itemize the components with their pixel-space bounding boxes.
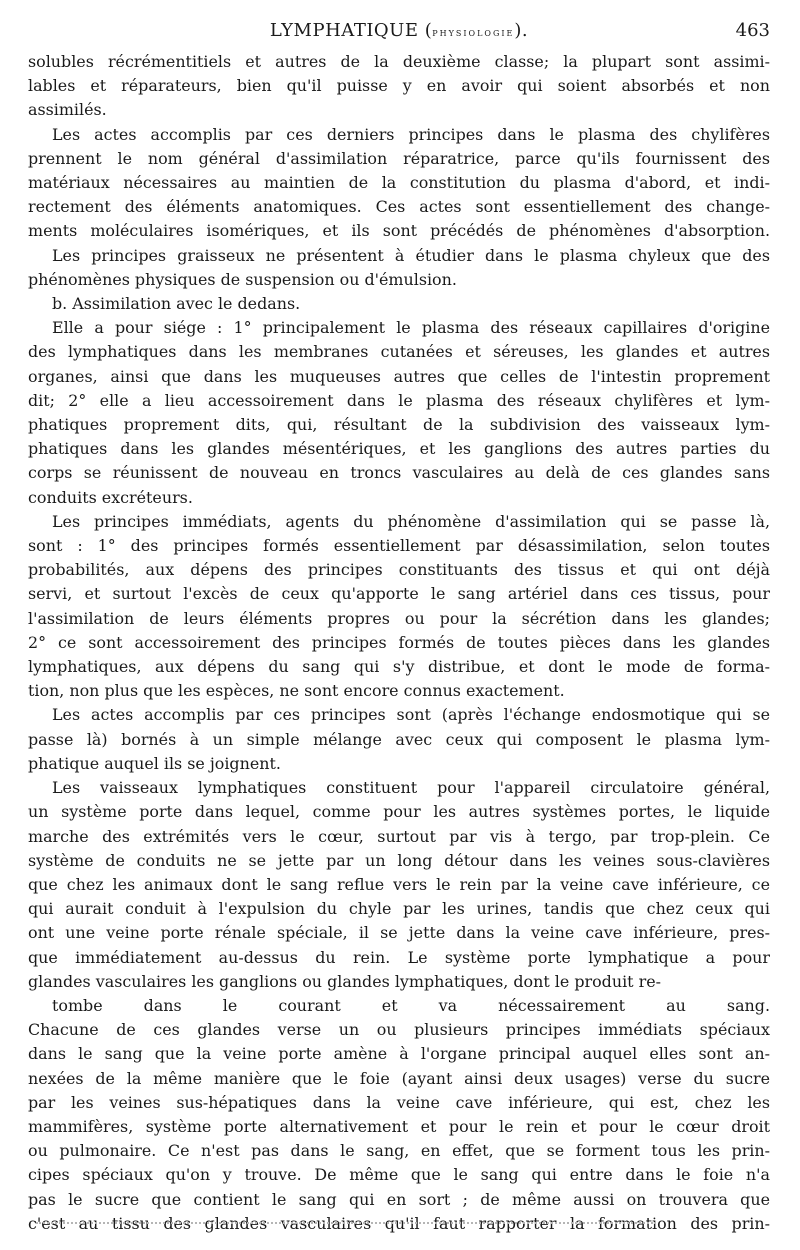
text-line: Les actes accomplis par ces derniers principes dans le plasma des chylifères <box>52 124 770 144</box>
text-line: passe là) bornés à un simple mélange avec ceux qui composent le plasma lym- <box>28 729 770 749</box>
text-line: organes, ainsi que dans les muqueuses autres que celles de l'intestin proprement <box>28 366 770 386</box>
text-line: tion, non plus que les espèces, ne sont encore connus exactement. <box>28 681 565 701</box>
text-line: Elle a pour siége : 1° principalement le plasma des réseaux capillaires d'origine <box>52 318 770 338</box>
text-line: rectement des éléments anatomiques. Ces actes sont essentiellement des change- <box>28 197 770 217</box>
running-title-main: LYMPHATIQUE <box>269 20 419 41</box>
text-line: lables et réparateurs, bien qu'il puisse y en avoir qui soient absorbés et non <box>28 76 770 96</box>
text-line: conduits excréteurs. <box>28 487 193 507</box>
page-number: 463 <box>735 20 770 41</box>
running-title <box>28 20 770 41</box>
text-line: matériaux nécessaires au maintien de la constitution du plasma d'abord, et indi- <box>28 173 770 193</box>
text-line: phatiques dans les glandes mésentériques, et les ganglions des autres parties du <box>28 439 770 459</box>
text-line: l'assimilation de leurs éléments propres ou pour la sécrétion dans les glandes; <box>28 608 770 628</box>
text-line: Chacune de ces glandes verse un ou plusieurs principes immédiats spéciaux <box>28 1020 770 1040</box>
text-line: cipes spéciaux qu'on y trouve. De même que le sang qui entre dans le foie n'a <box>28 1165 770 1185</box>
text-line: ou pulmonaire. Ce n'est pas dans le sang, en effet, que se forment tous les prin- <box>28 1141 770 1161</box>
text-line: phatique auquel ils se joignent. <box>28 753 281 773</box>
text-line: pas le sucre que contient le sang qui en sort ; de même aussi on trouvera que <box>28 1189 770 1209</box>
text-line: que chez les animaux dont le sang reflue vers le rein par la veine cave inférieure, ce <box>28 874 770 894</box>
text-line: tombe dans le courant et va nécessairement au sang. <box>52 995 770 1015</box>
text-line: Les principes immédiats, agents du phénomène d'assimilation qui se passe là, <box>52 511 770 531</box>
page-body <box>28 50 770 1236</box>
text-line: marche des extrémités vers le cœur, surtout par vis à tergo, par trop-plein. Ce <box>28 826 770 846</box>
text-line: probabilités, aux dépens des principes constituants des tissus et qui ont déjà <box>28 560 770 580</box>
text-line: ments moléculaires isomériques, et ils sont précédés de phénomènes d'absorption. <box>28 221 770 241</box>
text-line: des lymphatiques dans les membranes cutanées et séreuses, les glandes et autres <box>28 342 770 362</box>
text-line: c'est au tissu des glandes vasculaires qu'il faut rapporter la formation des prin- <box>28 1213 770 1233</box>
text-line: glandes vasculaires les ganglions ou glandes lymphatiques, dont le produit re- <box>28 971 661 991</box>
text-line: Les principes graisseux ne présentent à étudier dans le plasma chyleux que des <box>52 245 770 265</box>
text-line: sont : 1° des principes formés essentiellement par désassimilation, selon toutes <box>28 536 770 556</box>
text-line: lymphatiques, aux dépens du sang qui s'y distribue, et dont le mode de forma- <box>28 657 770 677</box>
text-line: b. Assimilation avec le dedans. <box>52 294 301 314</box>
text-line: prennent le nom général d'assimilation réparatrice, parce qu'ils fournissent des <box>28 148 770 168</box>
text-line: phénomènes physiques de suspension ou d'émulsion. <box>28 269 457 289</box>
running-title-sub: physiologie <box>432 26 515 39</box>
running-title-paren-open: ( <box>424 20 433 41</box>
text-line: corps se réunissent de nouveau en troncs vasculaires au delà de ces glandes sans <box>28 463 770 483</box>
text-line: dans le sang que la veine porte amène à l'organe principal auquel elles sont an- <box>28 1044 770 1064</box>
text-line: phatiques proprement dits, qui, résultant de la subdivision des vaisseaux lym- <box>28 415 770 435</box>
text-line: par les veines sus-hépatiques dans la veine cave inférieure, qui est, chez les <box>28 1092 770 1112</box>
text-line: qui aurait conduit à l'expulsion du chyle par les urines, tandis que chez ceux qui <box>28 899 770 919</box>
text-line: mammifères, système porte alternativement et pour le rein et pour le cœur droit <box>28 1116 770 1136</box>
text-line: assimilés. <box>28 100 107 120</box>
text-line: que immédiatement au-dessus du rein. Le système porte lymphatique a pour <box>28 947 770 967</box>
running-header <box>28 20 770 46</box>
text-line: Les vaisseaux lymphatiques constituent pour l'appareil circulatoire général, <box>52 778 770 798</box>
text-line: système de conduits ne se jette par un long détour dans les veines sous-clavières <box>28 850 770 870</box>
text-line: solubles récrémentitiels et autres de la deuxième classe; la plupart sont assimi- <box>28 52 770 71</box>
running-title-paren-close: ). <box>514 20 529 41</box>
text-line: un système porte dans lequel, comme pour les autres systèmes portes, le liquide <box>28 802 770 822</box>
text-line: 2° ce sont accessoirement des principes formés de toutes pièces dans les glandes <box>28 632 770 652</box>
text-line: nexées de la même manière que le foie (ayant ainsi deux usages) verse du sucre <box>28 1068 770 1088</box>
text-line: ont une veine porte rénale spéciale, il se jette dans la veine cave inférieure, pres- <box>28 923 770 943</box>
text-line: servi, et surtout l'excès de ceux qu'apporte le sang artériel dans ces tissus, pour <box>28 584 770 604</box>
text-line: Les actes accomplis par ces principes sont (après l'échange endosmotique qui se <box>52 705 770 725</box>
text-line: dit; 2° elle a lieu accessoirement dans le plasma des réseaux chylifères et lym- <box>28 390 770 410</box>
bottom-dotted-rule <box>36 1222 656 1224</box>
